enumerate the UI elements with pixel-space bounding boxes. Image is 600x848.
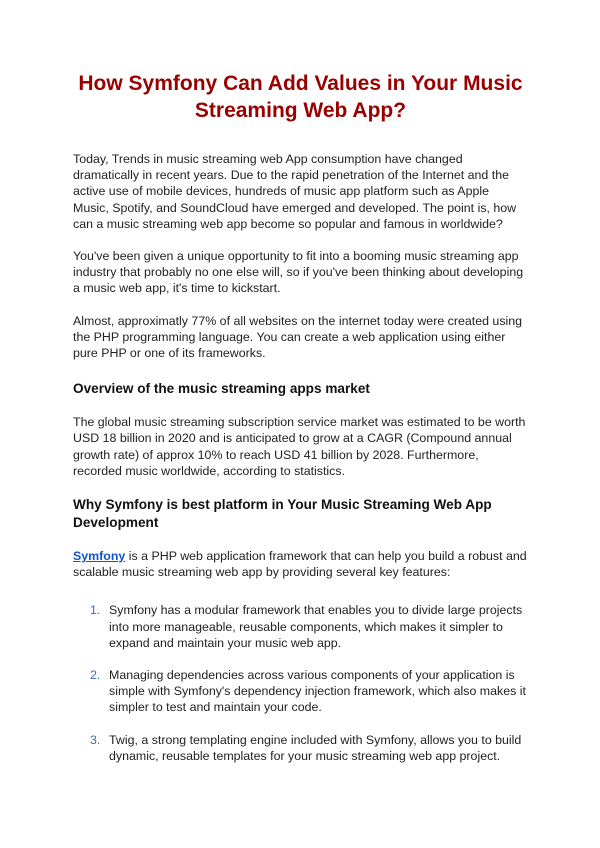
features-list	[73, 602, 528, 764]
page-title	[73, 70, 528, 124]
why-symfony-heading: Why Symfony is best platform in Your Music Streaming Web App Development	[73, 497, 492, 531]
page-title-line-1: How Symfony Can Add Values in Your Music	[78, 72, 523, 95]
list-item	[73, 732, 528, 764]
intro-paragraph: Today, Trends in music streaming web App consumption have changed dramatically in recent years. Due to the rapid penetration of the Internet and the active use of mobile devices, hundreds of music app platform such as Apple Music, Spotify, and SoundCloud have emerged and developed. The point is, how can a music streaming web app become so popular and famous in worldwide?	[73, 152, 517, 231]
list-item	[73, 667, 528, 716]
list-item-number: 1.	[90, 603, 101, 618]
symfony-intro-paragraph	[73, 548, 528, 580]
list-item-text: Twig, a strong templating engine included with Symfony, allows you to build dynamic, reusable templates for your music streaming web app project.	[109, 732, 522, 763]
overview-heading: Overview of the music streaming apps market	[73, 381, 370, 397]
symfony-link[interactable]: Symfony	[73, 549, 126, 564]
opportunity-paragraph: You've been given a unique opportunity to fit into a booming music streaming app industry that probably no one else will, so if you've been thinking about developing a music web app, it's time to kickstart.	[73, 249, 524, 296]
php-paragraph: Almost, approximatly 77% of all websites on the internet today were created using the PHP programming language. You can create a web application using either pure PHP or one of its frameworks.	[73, 313, 523, 361]
list-item-number: 2.	[90, 668, 101, 683]
list-item	[73, 602, 528, 651]
overview-paragraph: The global music streaming subscription service market was estimated to be worth USD 18 billion in 2020 and is anticipated to grow at a CAGR (Compound annual growth rate) of approx 10% to reach USD 41 billion by 2028. Furthermore, recorded music worldwide, according to statistics.	[73, 415, 526, 478]
list-item-text: Managing dependencies across various components of your application is simple with Symfony's dependency injection framework, which also makes it simpler to test and maintain your code.	[109, 668, 526, 715]
symfony-intro-text: is a PHP web application framework that can help you build a robust and scalable music streaming web app by providing several key features:	[73, 549, 527, 580]
list-item-number: 3.	[90, 732, 101, 747]
list-item-text: Symfony has a modular framework that enables you to divide large projects into more manageable, reusable components, which makes it simpler to expand and maintain your music web app.	[109, 603, 523, 650]
page-title-line-2: Streaming Web App?	[194, 99, 407, 122]
